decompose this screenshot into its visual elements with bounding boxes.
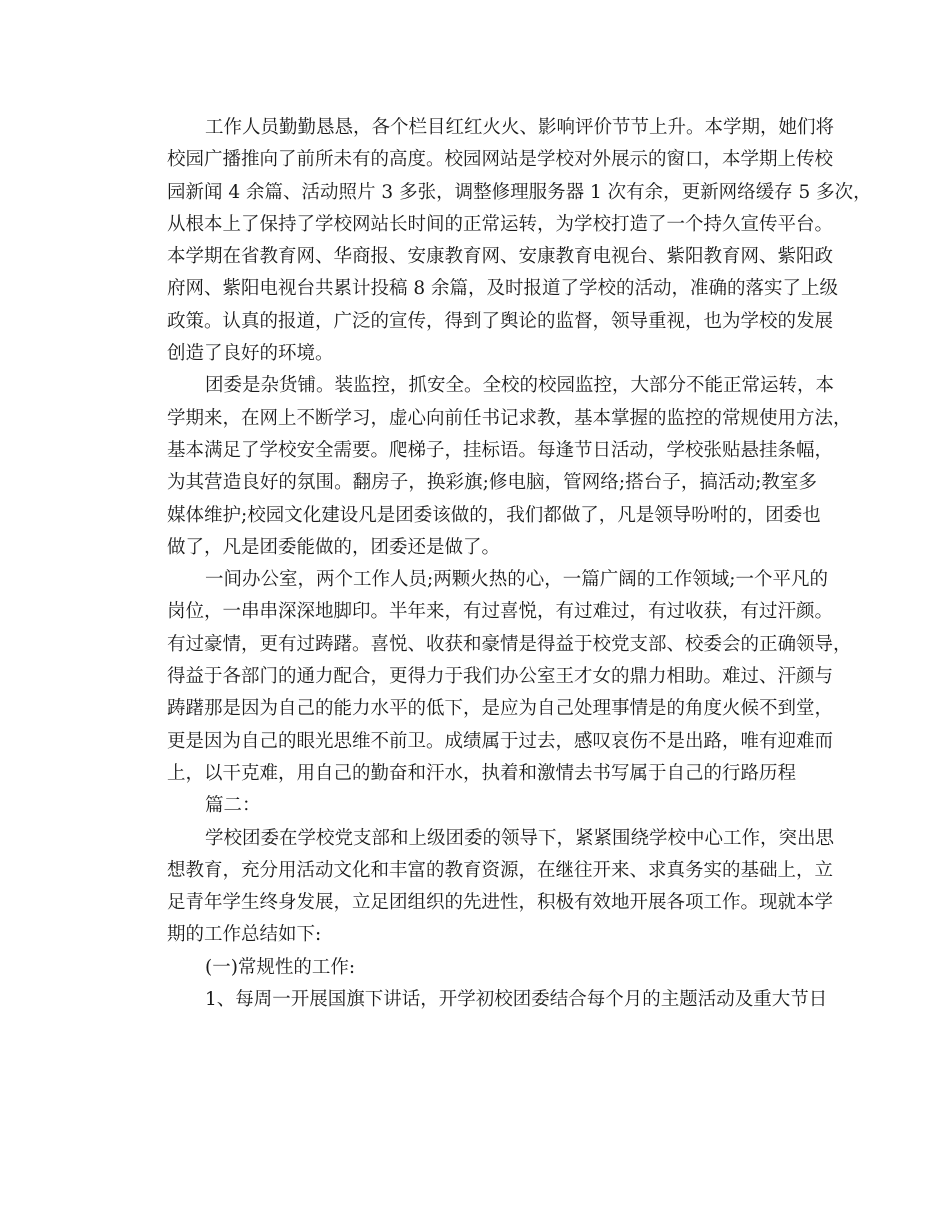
text-line: 基本满足了学校安全需要。爬梯子，挂标语。每逢节日活动，学校张贴悬挂条幅，	[167, 439, 834, 461]
document-body	[167, 112, 872, 1016]
text-line: 府网、紫阳电视台共累计投稿 8 余篇，及时报道了学校的活动，准确的落实了上级	[167, 278, 839, 300]
text-line: 媒体维护;校园文化建设凡是团委该做的，我们都做了，凡是领导吩咐的，团委也	[167, 504, 821, 526]
text-line: 园新闻 4 余篇、活动照片 3 多张，调整修理服务器 1 次有余，更新网络缓存 5 多次，	[167, 181, 872, 203]
text-line: 更是因为自己的眼光思维不前卫。成绩属于过去，感叹哀伤不是出路，唯有迎难而	[167, 730, 834, 752]
text-line: 做了，凡是团委能做的，团委还是做了。	[167, 536, 501, 558]
text-line: 校园广播推向了前所未有的高度。校园网站是学校对外展示的窗口，本学期上传校	[167, 149, 834, 171]
text-line: 政策。认真的报道，广泛的宣传，得到了舆论的监督，领导重视，也为学校的发展	[167, 310, 834, 332]
text-line: 岗位，一串串深深地脚印。半年来，有过喜悦，有过难过，有过收获，有过汗颜。	[167, 601, 834, 623]
text-line: 一间办公室，两个工作人员;两颗火热的心，一篇广阔的工作领域;一个平凡的	[205, 569, 828, 591]
text-line: 为其营造良好的氛围。翻房子，换彩旗;修电脑，管网络;搭台子，搞活动;教室多	[167, 472, 817, 494]
text-line: 足青年学生终身发展，立足团组织的先进性，积极有效地开展各项工作。现就本学	[167, 892, 834, 914]
text-line: 学校团委在学校党支部和上级团委的领导下，紧紧围绕学校中心工作，突出思	[205, 827, 835, 849]
text-line: 学期来，在网上不断学习，虚心向前任书记求教，基本掌握的监控的常规使用方法，	[167, 407, 852, 429]
text-line: 从根本上了保持了学校网站长时间的正常运转，为学校打造了一个持久宣传平台。	[167, 213, 834, 235]
subsection-heading: (一)常规性的工作:	[205, 956, 356, 978]
paragraph-broadcast-website	[167, 112, 872, 370]
text-line: 工作人员勤勤恳恳，各个栏目红红火火、影响评价节节上升。本学期，她们将	[205, 117, 835, 138]
paragraph-item-one	[167, 984, 828, 1016]
section-heading: 篇二：	[205, 795, 261, 817]
text-line: 创造了良好的环境。	[167, 343, 334, 365]
text-line: 踌躇那是因为自己的能力水平的低下，是应为自己处理事情是的角度火候不到堂，	[167, 698, 834, 720]
text-line: 上，以干克难，用自己的勤奋和汗水，执着和激情去书写属于自己的行路历程	[167, 762, 797, 784]
text-line: 本学期在省教育网、华商报、安康教育网、安康教育电视台、紫阳教育网、紫阳政	[167, 246, 834, 268]
paragraph-office-reflection	[167, 564, 852, 790]
text-line: 期的工作总结如下:	[167, 924, 322, 946]
subheading-routine-work	[167, 952, 817, 984]
text-line: 有过豪情，更有过踌躇。喜悦、收获和豪情是得益于校党支部、校委会的正确领导，	[167, 633, 852, 655]
section-heading-part-two	[167, 790, 817, 822]
text-line: 团委是杂货铺。装监控，抓安全。全校的校园监控，大部分不能正常运转，本	[205, 375, 835, 397]
paragraph-summary-intro	[167, 823, 835, 952]
paragraph-youth-league-tasks	[167, 370, 852, 564]
text-line: 得益于各部门的通力配合，更得力于我们办公室王才女的鼎力相助。难过、汗颜与	[167, 666, 834, 688]
text-line: 想教育，充分用活动文化和丰富的教育资源，在继往开来、求真务实的基础上，立	[167, 859, 834, 881]
text-line: 1、每周一开展国旗下讲话，开学初校团委结合每个月的主题活动及重大节日	[205, 989, 828, 1011]
